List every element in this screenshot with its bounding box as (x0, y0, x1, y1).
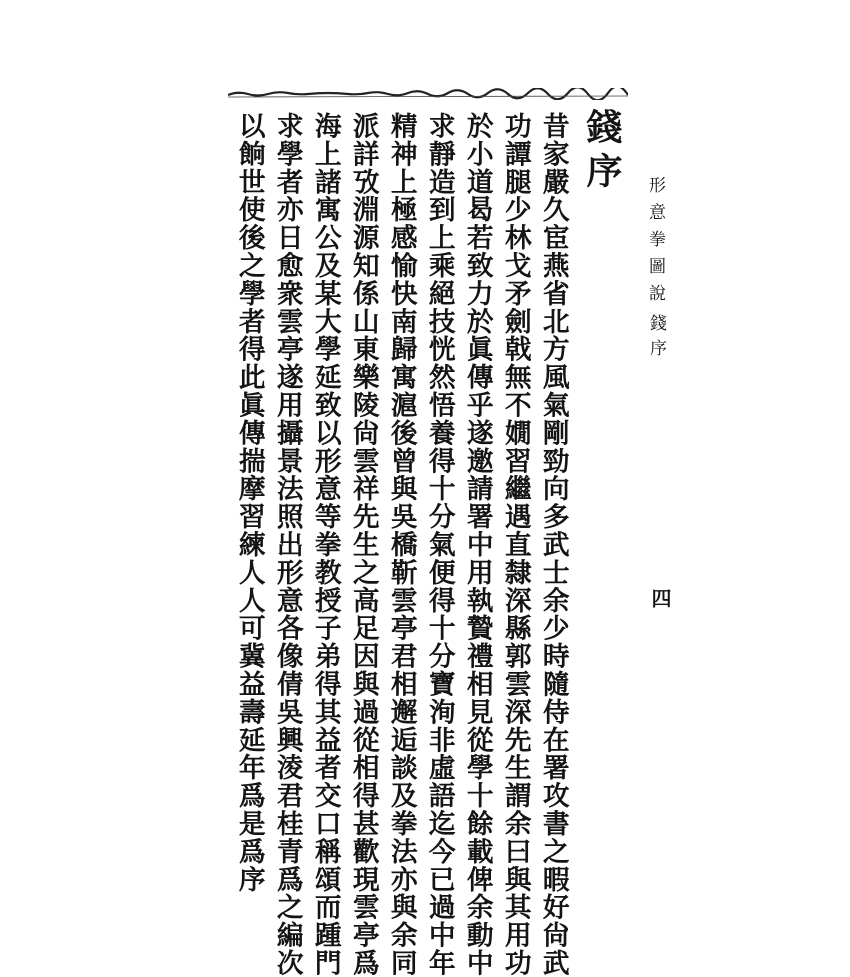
text-column-5: 精神上極感愉快南歸寓滬後曾與吳橋靳雲亭君相邂逅談及拳法亦與余同 (385, 112, 417, 977)
section-label: 錢序 (646, 314, 666, 364)
book-title: 形意拳圖說 (645, 176, 665, 311)
text-column-2: 功譚腿少林戈矛劍戟無不嫺習繼遇直隸深縣郭雲深先生謂余曰與其用功 (499, 112, 531, 977)
text-column-3: 於小道曷若致力於眞傳乎遂邀請署中用執贄禮相見從學十餘載俾余動中 (461, 112, 493, 977)
page-number: 四 (648, 588, 672, 608)
text-column-7: 海上諸寓公及某大學延致以形意等拳教授子弟得其益者交口稱頌而踵門 (309, 112, 341, 977)
preface-title: 錢序 (581, 108, 623, 196)
top-rule (228, 88, 628, 100)
text-column-1: 昔家嚴久宦燕省北方風氣剛勁向多武士余少時隨侍在署攻書之暇好尙武 (537, 112, 569, 977)
text-column-6: 派詳攷淵源知係山東樂陵尙雲祥先生之高足因與過從相得甚歡現雲亭爲 (347, 112, 379, 977)
text-column-4: 求靜造到上乘絕技恍然悟養得十分氣便得十分寶洵非虛語迄今已過中年 (423, 112, 455, 977)
text-column-9: 以餉世使後之學者得此眞傳揣摩習練人人可冀益壽延年爲是爲序 (233, 112, 265, 894)
text-column-8: 求學者亦日愈衆雲亭遂用攝景法照出形意各像倩吳興淩君桂青爲之編次 (271, 112, 303, 977)
